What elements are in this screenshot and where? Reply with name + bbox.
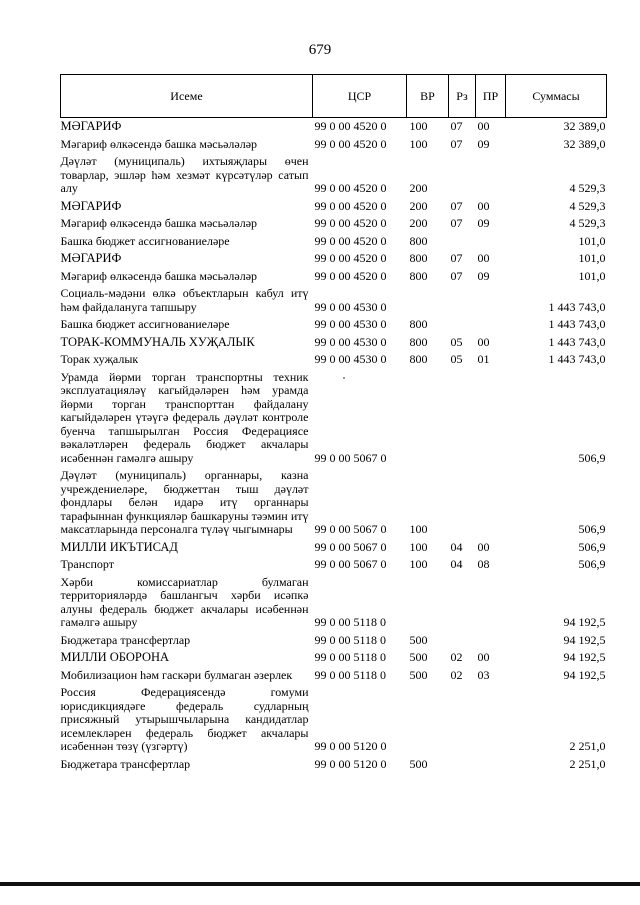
cell-sum: 506,9 — [578, 539, 606, 554]
cell-pr: 08 — [477, 557, 490, 571]
cell-rz: 07 — [450, 251, 463, 265]
cell-rz: 07 — [450, 216, 463, 230]
table-row — [61, 574, 607, 632]
cell-csr: 99 0 00 5118 0 — [314, 615, 387, 629]
table-row — [61, 118, 607, 136]
column-header-name: Исеме — [61, 75, 313, 118]
cell-rz — [449, 285, 476, 316]
cell-vr: 100 — [409, 557, 428, 571]
table-row — [61, 684, 607, 756]
cell-vr: 100 — [409, 136, 428, 151]
cell-pr: 09 — [477, 136, 490, 151]
cell-vr: 800 — [409, 352, 428, 366]
cell-csr: 99 0 00 5118 0 — [314, 650, 387, 664]
cell-rz: 07 — [450, 136, 463, 151]
cell-csr: 99 0 00 4520 0 — [314, 216, 387, 230]
cell-vr: 200 — [409, 181, 428, 195]
cell-pr — [476, 285, 506, 316]
cell-name: Социаль-мәдәни өлкә объектларын кабул итү һәм файдалануга тапшыру — [60, 286, 309, 314]
cell-sum: 101,0 — [578, 268, 606, 283]
cell-csr: 99 0 00 4530 0 — [314, 352, 387, 366]
table-row — [61, 334, 607, 352]
cell-pr — [476, 574, 506, 632]
cell-name: Мәгариф өлкәсендә башка мәсьәләләр — [60, 268, 258, 283]
cell-sum: 101,0 — [578, 233, 606, 248]
cell-csr: 99 0 00 4530 0 — [314, 317, 387, 331]
cell-pr: 00 — [477, 198, 490, 213]
cell-sum: 1 443 743,0 — [548, 334, 606, 349]
cell-csr: 99 0 00 4520 0 — [314, 181, 387, 195]
table-row — [61, 215, 607, 233]
cell-rz: 02 — [450, 667, 463, 682]
cell-rz: 07 — [450, 198, 463, 213]
cell-rz — [449, 153, 476, 198]
cell-csr: 99 0 00 4520 0 — [314, 233, 387, 248]
cell-rz — [449, 756, 476, 774]
table-row — [61, 649, 607, 667]
cell-csr: 99 0 00 4530 0 — [314, 334, 387, 349]
cell-name: МИЛЛИ ОБОРОНА — [60, 650, 170, 664]
table-row — [61, 667, 607, 685]
cell-pr: 00 — [477, 650, 490, 664]
cell-name: МИЛЛИ ИКЪТИСАД — [60, 539, 178, 554]
page-number: 679 — [308, 42, 332, 58]
cell-name: Мәгариф өлкәсендә башка мәсьәләләр — [60, 136, 258, 151]
column-header-sum: Суммасы — [506, 75, 607, 118]
cell-rz — [449, 369, 476, 468]
cell-rz — [449, 632, 476, 650]
cell-pr: 00 — [477, 119, 490, 133]
cell-pr — [476, 684, 506, 756]
cell-rz — [449, 684, 476, 756]
cell-csr: 99 0 00 5067 0 — [314, 557, 387, 571]
cell-vr — [407, 574, 449, 632]
cell-pr — [476, 369, 506, 468]
cell-name: Бюджетара трансфертлар — [60, 756, 191, 771]
cell-name: Дәүләт (муниципаль) органнары, казна учреждениеләре, бюджеттан тыш дәүләт фондлары белән идарә итү органнары тарафыннан функцияләр башкаруны тәэмин итү максатларында персоналга түләү чыгымнары — [60, 468, 309, 536]
cell-rz: 07 — [450, 268, 463, 283]
cell-pr — [476, 756, 506, 774]
cell-vr: 200 — [409, 198, 428, 213]
cell-name: Транспорт — [60, 557, 114, 571]
cell-pr: 00 — [477, 539, 490, 554]
cell-sum: 94 192,5 — [563, 650, 606, 664]
cell-csr: 99 0 00 4530 0 — [314, 299, 387, 314]
cell-vr: 200 — [409, 216, 428, 230]
cell-vr: 500 — [409, 650, 428, 664]
cell-pr — [476, 316, 506, 334]
table-row — [61, 467, 607, 539]
cell-name: Башка бюджет ассигнованиеләре — [60, 233, 230, 248]
cell-pr — [476, 632, 506, 650]
cell-sum: 1 443 743,0 — [548, 317, 606, 331]
cell-name: МӘГАРИФ — [60, 251, 122, 265]
table-row — [61, 153, 607, 198]
table-row — [61, 556, 607, 574]
cell-sum: 4 529,3 — [569, 181, 606, 195]
table-row — [61, 756, 607, 774]
cell-csr: 99 0 00 5067 0 — [314, 539, 387, 554]
cell-rz: 04 — [450, 557, 463, 571]
cell-rz: 05 — [450, 334, 463, 349]
cell-sum: 94 192,5 — [563, 615, 606, 629]
cell-rz: 02 — [450, 650, 463, 664]
cell-sum: 4 529,3 — [569, 198, 606, 213]
cell-name: МӘГАРИФ — [60, 119, 122, 133]
cell-rz — [449, 233, 476, 251]
cell-csr: 99 0 00 5118 0 — [314, 667, 387, 682]
cell-pr: 09 — [477, 216, 490, 230]
cell-csr: 99 0 00 5067 0 — [314, 450, 387, 465]
table-row — [61, 632, 607, 650]
cell-sum: 506,9 — [578, 522, 606, 536]
cell-pr — [476, 233, 506, 251]
cell-pr — [476, 153, 506, 198]
column-header-csr: ЦСР — [313, 75, 407, 118]
cell-vr: 100 — [409, 522, 428, 536]
table-row — [61, 285, 607, 316]
cell-name: Россия Федерациясендә гомуми юрисдикциядәге федераль судларның присяжный утырышчыларына кандидатлар исемлекләрен федераль бюджет акчалары исәбеннән төзү (үзгәртү) — [60, 685, 309, 753]
cell-name: Урамда йөрми торган транспортны техник эксплуатацияләү кагыйдәләрен һәм урамда йөрми торган транспорттан файдалану кагыйдәләрен үтәүгә федераль дәүләт контроле буенча тапшырылган Россия Федерациясе вәкаләтләрен федераль бюджет акчалары исәбеннән гамәлгә ашыру — [60, 369, 309, 465]
cell-pr: 00 — [477, 251, 490, 265]
cell-vr: 800 — [409, 317, 428, 331]
cell-sum: 506,9 — [578, 450, 606, 465]
cell-vr: 800 — [409, 251, 428, 265]
column-header-rz: Рз — [449, 75, 476, 118]
cell-vr — [407, 684, 449, 756]
cell-rz: 05 — [450, 352, 463, 366]
column-header-pr: ПР — [476, 75, 506, 118]
cell-sum: 94 192,5 — [563, 667, 606, 682]
table-row — [61, 136, 607, 154]
cell-sum: 32 389,0 — [563, 119, 606, 133]
cell-vr — [407, 285, 449, 316]
cell-rz: 04 — [450, 539, 463, 554]
table-row — [61, 198, 607, 216]
cell-sum: 32 389,0 — [563, 136, 606, 151]
table-header — [61, 75, 607, 118]
cell-vr: 500 — [409, 756, 428, 771]
cell-rz: 07 — [450, 119, 463, 133]
cell-name: Дәүләт (муниципаль) ихтыяҗлары өчен товарлар, эшләр һәм хезмәт күрсәтүләр сатып алу — [60, 154, 309, 195]
cell-pr: 00 — [477, 334, 490, 349]
cell-sum: 2 251,0 — [569, 739, 606, 753]
cell-vr: 500 — [409, 667, 428, 682]
cell-csr: 99 0 00 4520 0 — [314, 251, 387, 265]
cell-name: Бюджетара трансфертлар — [60, 632, 191, 647]
cell-name: Хәрби комиссариатлар булмаган территорияләрдә башлангыч хәрби исәпкә алуны федераль бюджет акчалары исәбеннән гамәлгә ашыру — [60, 574, 309, 629]
cell-sum: 2 251,0 — [569, 756, 606, 771]
cell-sum: 94 192,5 — [563, 632, 606, 647]
cell-pr — [476, 467, 506, 539]
cell-rz — [449, 574, 476, 632]
table-row — [61, 539, 607, 557]
cell-rz — [449, 467, 476, 539]
cell-sum: 4 529,3 — [569, 216, 606, 230]
cell-csr: 99 0 00 5120 0 — [314, 739, 387, 753]
cell-vr: 800 — [409, 334, 428, 349]
cell-name: Торак хуҗалык — [60, 352, 139, 366]
cell-vr — [407, 369, 449, 468]
cell-csr: 99 0 00 5120 0 — [314, 756, 387, 771]
cell-csr: 99 0 00 4520 0 — [314, 198, 387, 213]
table-row — [61, 250, 607, 268]
cell-vr: 100 — [409, 539, 428, 554]
table-row — [61, 316, 607, 334]
table-row — [61, 233, 607, 251]
cell-sum: 101,0 — [578, 251, 606, 265]
cell-csr: 99 0 00 4520 0 — [314, 268, 387, 283]
budget-table — [60, 74, 606, 773]
cell-csr: 99 0 00 5118 0 — [314, 632, 387, 647]
cell-pr: 03 — [477, 667, 490, 682]
cell-csr: 99 0 00 4520 0 — [314, 119, 387, 133]
column-header-vr: ВР — [407, 75, 449, 118]
cell-vr: 800 — [409, 268, 428, 283]
cell-name: Мобилизацион һәм гаскәри булмаган әзерлек — [60, 667, 293, 682]
cell-sum: 1 443 743,0 — [548, 352, 606, 366]
bottom-border-bar — [0, 882, 640, 886]
cell-vr: 500 — [409, 632, 428, 647]
cell-name: Башка бюджет ассигнованиеләре — [60, 317, 230, 331]
table-row — [61, 369, 607, 468]
cell-vr: 100 — [409, 119, 428, 133]
table-row — [61, 268, 607, 286]
cell-csr: 99 0 00 5067 0 — [314, 522, 387, 536]
cell-sum: 1 443 743,0 — [548, 299, 606, 314]
table-row — [61, 351, 607, 369]
cell-name: ТОРАК-КОММУНАЛЬ ХУҖАЛЫК — [60, 334, 255, 349]
cell-rz — [449, 316, 476, 334]
cell-name: МӘГАРИФ — [60, 198, 122, 213]
cell-pr: 01 — [477, 352, 490, 366]
cell-pr: 09 — [477, 268, 490, 283]
cell-csr: 99 0 00 4520 0 — [314, 136, 387, 151]
cell-vr: 800 — [409, 233, 428, 248]
cell-name: Мәгариф өлкәсендә башка мәсьәләләр — [60, 216, 258, 230]
cell-sum: 506,9 — [578, 557, 606, 571]
scan-speck — [343, 377, 345, 379]
